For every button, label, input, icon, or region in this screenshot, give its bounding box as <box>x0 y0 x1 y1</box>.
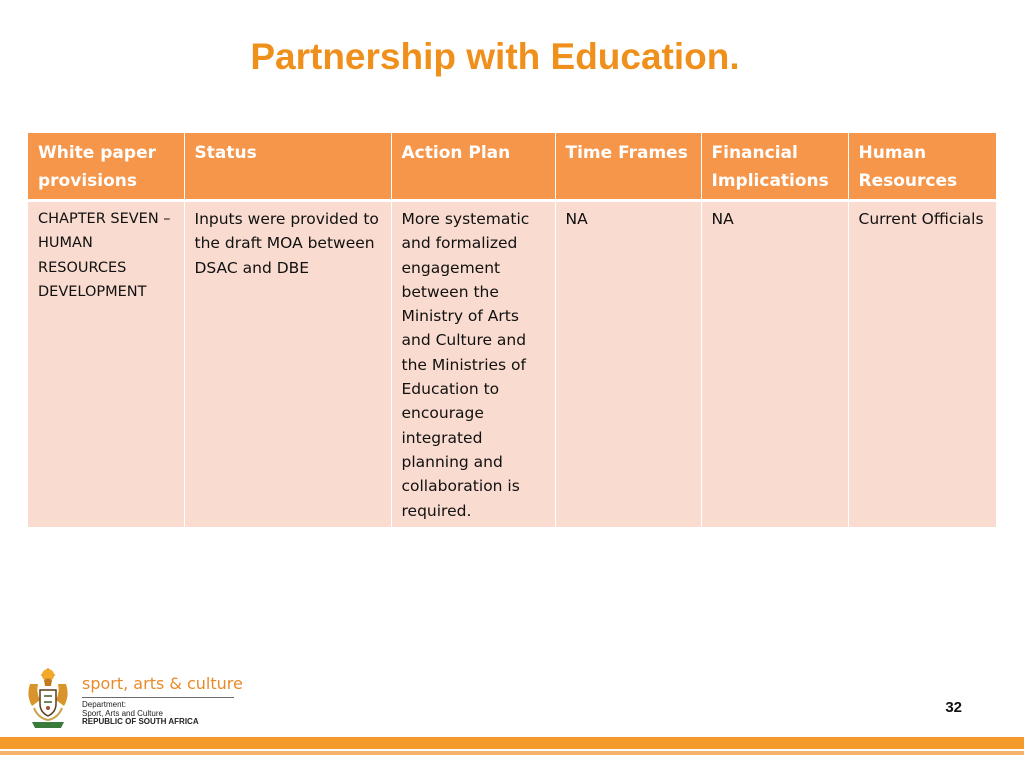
department-label: Department: <box>82 700 127 709</box>
cell-action-plan: More systematic and formalized engagement between the Ministry of Arts and Culture and the Ministries of Education to encourage integrated planning and collaboration is required. <box>391 201 555 528</box>
header-time-frames: Time Frames <box>555 133 701 201</box>
cell-status: Inputs were provided to the draft MOA between DSAC and DBE <box>184 201 391 528</box>
brand-divider <box>82 697 234 698</box>
provisions-table-container <box>28 133 996 527</box>
footer-bar <box>0 737 1024 749</box>
header-action-plan: Action Plan <box>391 133 555 201</box>
brand-text: sport, arts & culture <box>82 674 243 693</box>
header-status: Status <box>184 133 391 201</box>
footer-bar-thin <box>0 751 1024 755</box>
header-white-paper-provisions: White paper provisions <box>28 133 184 201</box>
cell-white-paper-provisions: CHAPTER SEVEN – HUMAN RESOURCES DEVELOPMENT <box>28 201 184 528</box>
cell-human-resources: Current Officials <box>848 201 996 528</box>
coat-of-arms-icon <box>24 666 72 730</box>
department-logo <box>24 666 244 734</box>
provisions-table <box>28 133 996 527</box>
table-header-row <box>28 133 996 201</box>
page-number: 32 <box>945 699 962 716</box>
header-human-resources: Human Resources <box>848 133 996 201</box>
country-name: REPUBLIC OF SOUTH AFRICA <box>82 717 199 726</box>
department-name: Sport, Arts and Culture <box>82 709 163 718</box>
cell-financial-implications: NA <box>701 201 848 528</box>
header-financial-implications: Financial Implications <box>701 133 848 201</box>
slide-title: Partnership with Education. <box>250 36 740 77</box>
table-row <box>28 201 996 528</box>
cell-time-frames: NA <box>555 201 701 528</box>
